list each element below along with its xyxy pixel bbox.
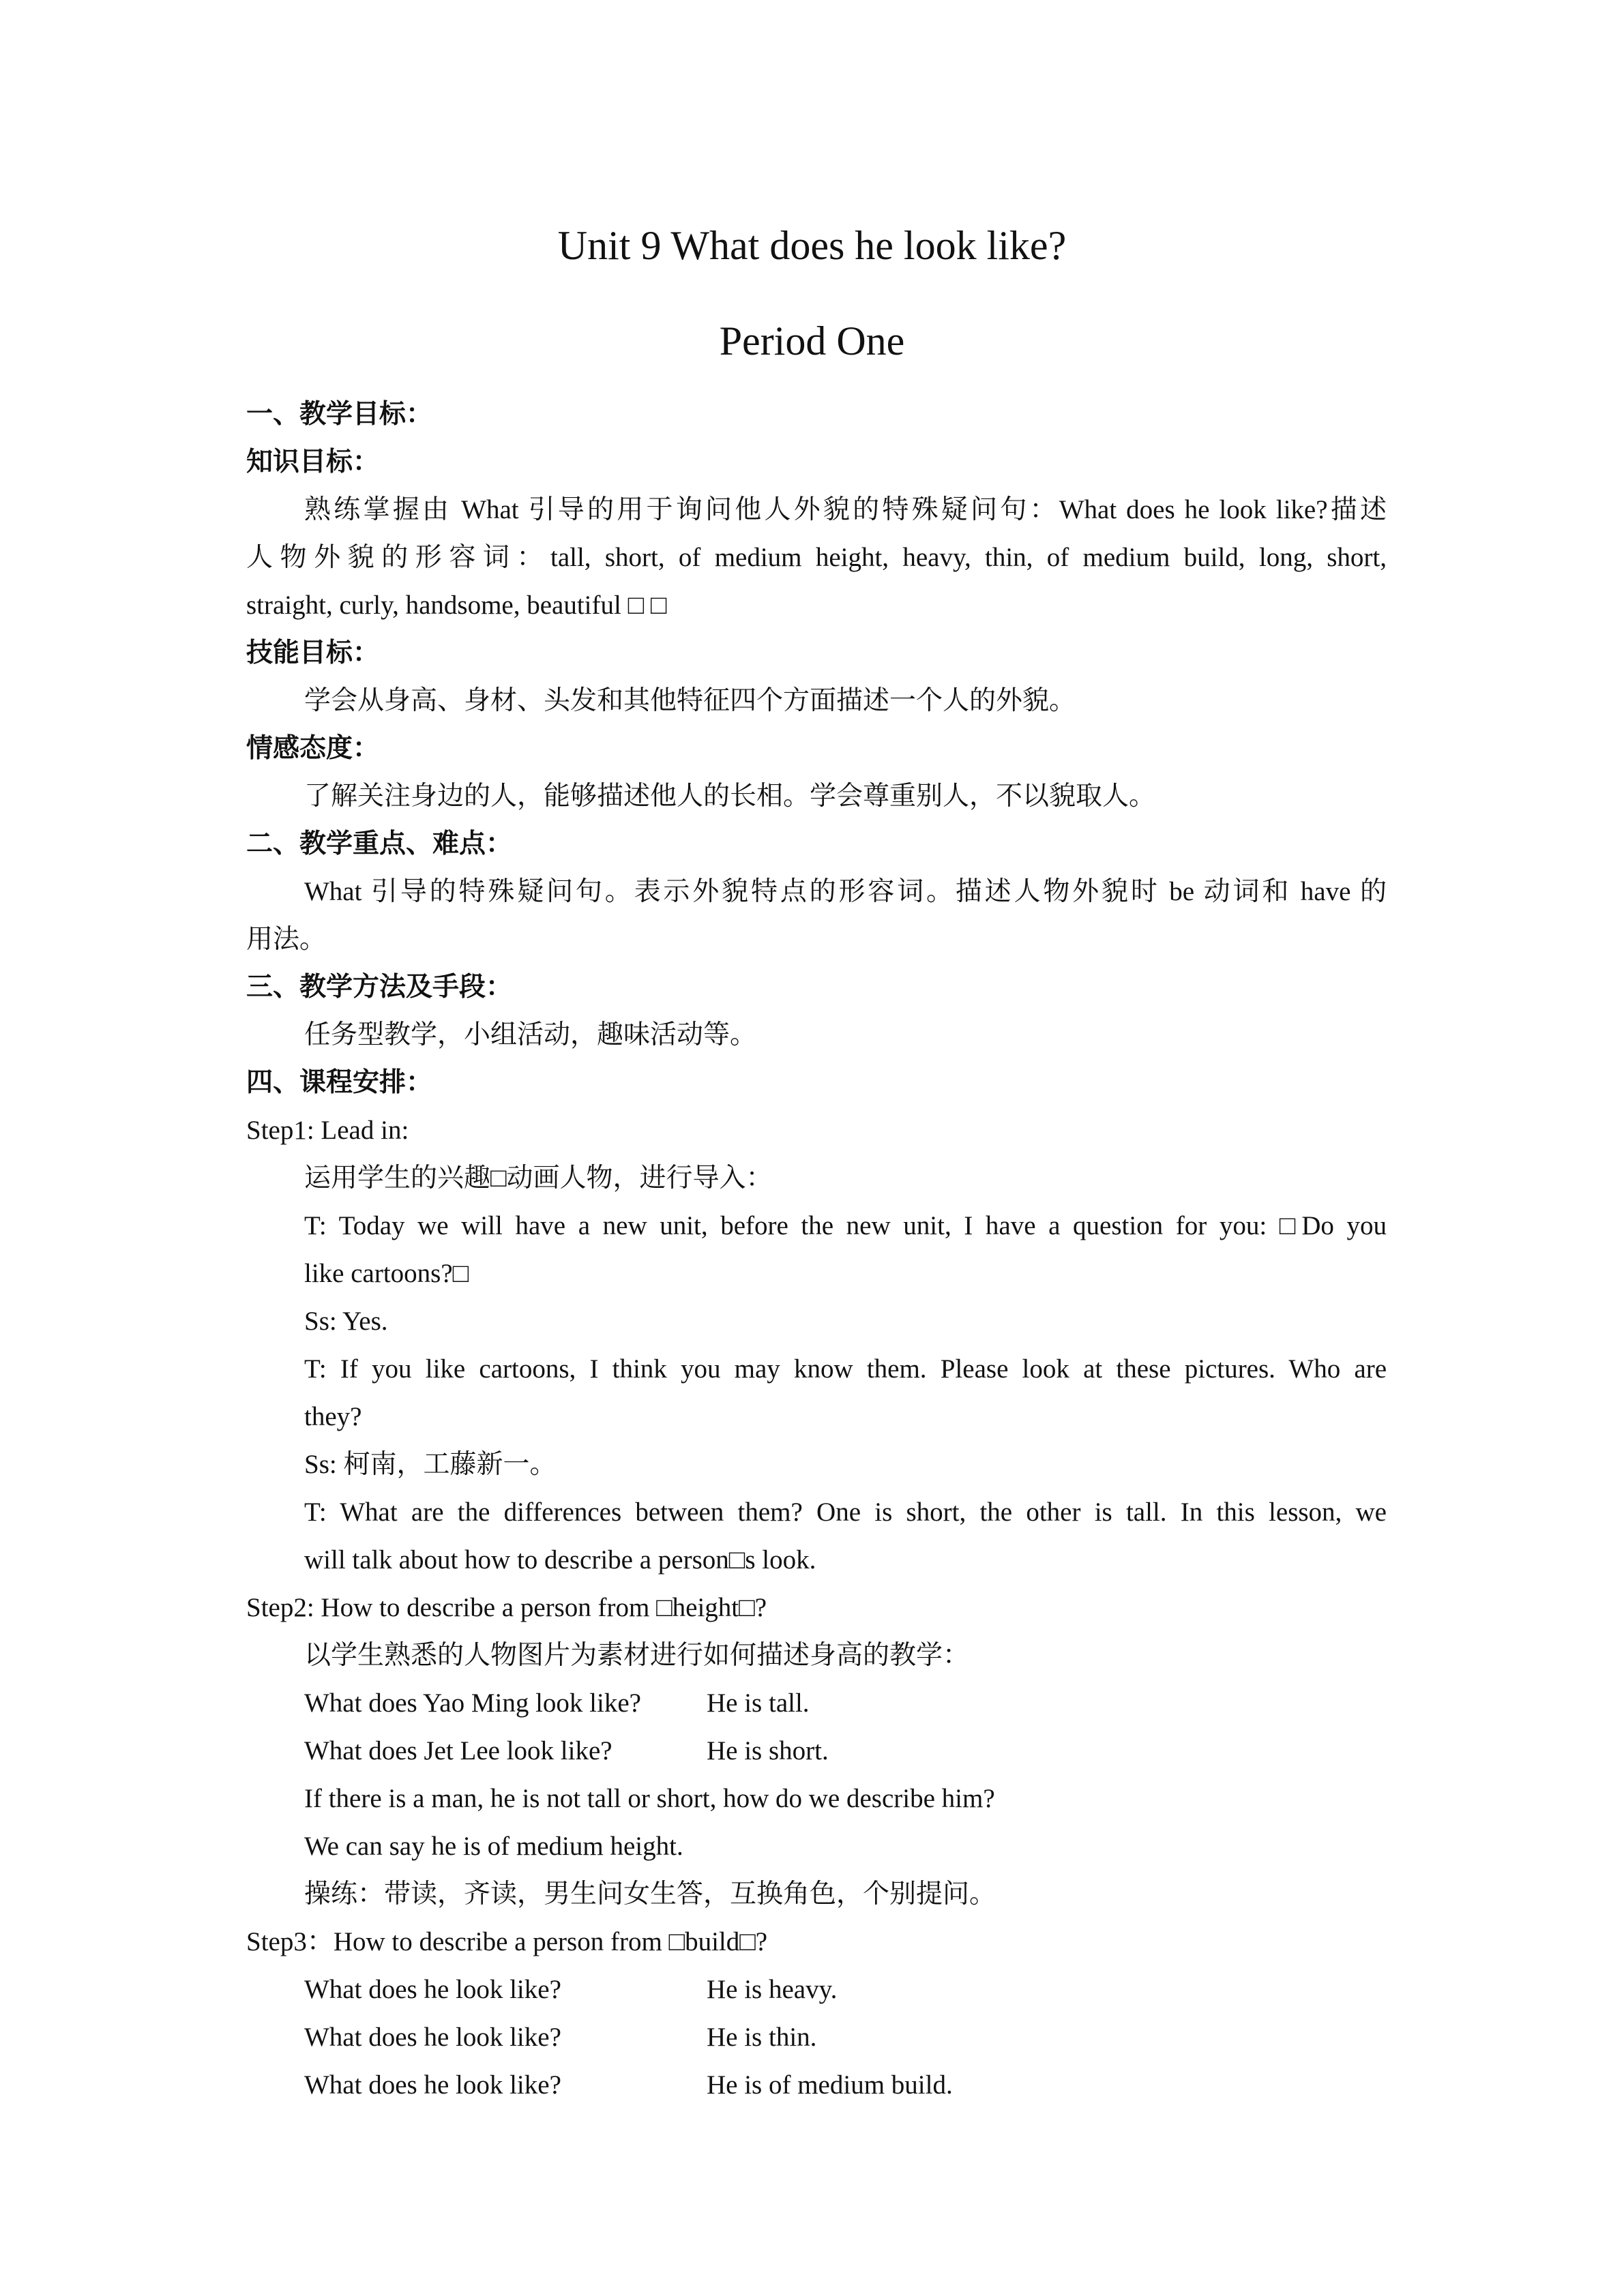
step1-line: they? — [304, 1402, 362, 1431]
step2-answer: He is tall. — [707, 1688, 810, 1718]
step1-line: T: What are the differences between them? One is short, the other is tall. In this lesson, we — [304, 1497, 1387, 1527]
step3-answer: He is heavy. — [707, 1975, 838, 2004]
document-title: Unit 9 What does he look like? — [557, 223, 1067, 268]
step1-line: T: Today we will have a new unit, before the new unit, I have a question for you: □Do you — [304, 1211, 1387, 1240]
step2-line: If there is a man, he is not tall or short, how do we describe him? — [304, 1784, 995, 1813]
skill-goal-label: 技能目标： — [246, 638, 380, 668]
knowledge-goal-line: 熟练掌握由 What 引导的用于询问他人外貌的特殊疑问句：What does he look like?描述 — [304, 495, 1387, 524]
key-points-line: What 引导的特殊疑问句。表示外貌特点的形容词。描述人物外貌时 be 动词和 have 的 — [304, 877, 1387, 906]
step2-line: We can say he is of medium height. — [304, 1832, 683, 1861]
step2-line: 操练：带读，齐读，男生问女生答，互换角色，个别提问。 — [304, 1879, 996, 1909]
key-points-line: 用法。 — [246, 925, 327, 954]
step3-answer: He is of medium build. — [707, 2070, 953, 2100]
step3-question: What does he look like? — [304, 2070, 561, 2100]
step3-label: Step3：How to describe a person from □build□? — [246, 1927, 768, 1956]
knowledge-goal-label: 知识目标： — [246, 447, 380, 477]
methods-text: 任务型教学，小组活动，趣味活动等。 — [304, 1020, 757, 1049]
step1-label: Step1: Lead in: — [246, 1116, 409, 1145]
step2-answer: He is short. — [707, 1736, 829, 1765]
section-2-heading: 二、教学重点、难点： — [246, 829, 513, 859]
step3-question: What does he look like? — [304, 2023, 561, 2052]
knowledge-goal-line: straight, curly, handsome, beautiful □ □ — [246, 591, 667, 620]
document-subtitle: Period One — [719, 318, 905, 363]
step2-question: What does Jet Lee look like? — [304, 1736, 612, 1765]
section-3-heading: 三、教学方法及手段： — [246, 972, 513, 1002]
skill-goal-text: 学会从身高、身材、头发和其他特征四个方面描述一个人的外貌。 — [304, 686, 1076, 715]
step1-line: Ss: Yes. — [304, 1307, 388, 1336]
knowledge-goal-line: 人物外貌的形容词：tall, short, of medium height, heavy, thin, of medium build, long, short, — [246, 543, 1387, 572]
step3-question: What does he look like? — [304, 1975, 561, 2004]
section-1-heading: 一、教学目标： — [246, 400, 433, 429]
step2-label: Step2: How to describe a person from □height□? — [246, 1593, 767, 1622]
step3-answer: He is thin. — [707, 2023, 817, 2052]
step1-line: will talk about how to describe a person□s look. — [304, 1545, 816, 1575]
step1-line: T: If you like cartoons, I think you may know them. Please look at these pictures. Who are — [304, 1354, 1387, 1384]
step1-line: like cartoons?□ — [304, 1259, 469, 1288]
attitude-goal-text: 了解关注身边的人，能够描述他人的长相。学会尊重别人，不以貌取人。 — [304, 781, 1156, 811]
attitude-goal-label: 情感态度： — [246, 734, 380, 763]
step1-line: Ss: 柯南，工藤新一。 — [304, 1450, 557, 1479]
section-4-heading: 四、课程安排： — [246, 1068, 433, 1097]
step2-intro: 以学生熟悉的人物图片为素材进行如何描述身高的教学： — [304, 1641, 970, 1670]
step1-line: 运用学生的兴趣□动画人物，进行导入： — [304, 1163, 773, 1193]
step2-question: What does Yao Ming look like? — [304, 1688, 641, 1718]
